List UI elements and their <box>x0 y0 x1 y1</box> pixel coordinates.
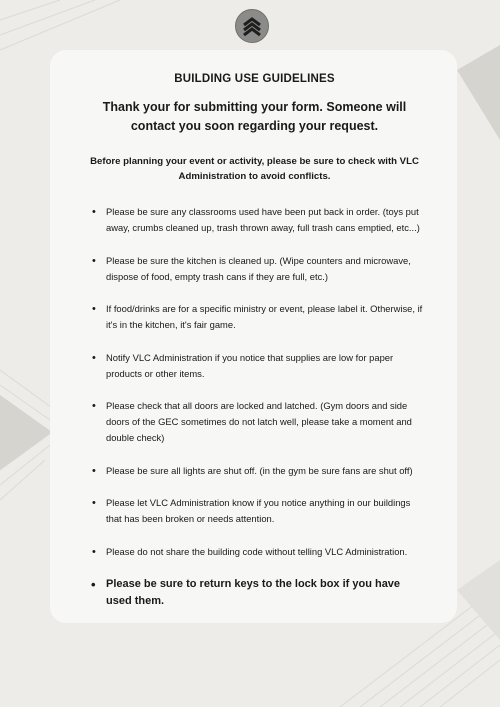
list-item: • Please be sure the kitchen is cleaned up. (Wipe counters and microwave, dispose of food, empty trash cans if they are full, etc.) <box>106 253 427 285</box>
list-item: • Please be sure any classrooms used have been put back in order. (toys put away, crumbs cleaned up, trash thrown away, full trash cans emptied, etc...) <box>106 204 427 236</box>
list-item: • Please be sure all lights are shut off. (in the gym be sure fans are shut off) <box>106 463 427 479</box>
document-title: BUILDING USE GUIDELINES <box>174 73 335 85</box>
guidelines-card <box>50 50 457 623</box>
guidelines-list <box>82 204 427 610</box>
thank-you-message: Thank your for submitting your form. Someone will contact you soon regarding your request. <box>102 100 407 133</box>
logo <box>235 9 269 43</box>
list-item: • Notify VLC Administration if you notice that supplies are low for paper products or other items. <box>106 350 427 382</box>
intro-text: Before planning your event or activity, please be sure to check with VLC Administration to avoid conflicts. <box>90 156 419 182</box>
list-item: • Please do not share the building code without telling VLC Administration. <box>106 544 427 560</box>
chevron-stack-icon <box>241 15 263 37</box>
list-item: • Please let VLC Administration know if you notice anything in our buildings that has been broken or needs attention. <box>106 495 427 527</box>
list-item-keys: • Please be sure to return keys to the lock box if you have used them. <box>106 576 427 610</box>
list-item: • Please check that all doors are locked and latched. (Gym doors and side doors of the GEC sometimes do not latch well, please take a moment and double check) <box>106 398 427 446</box>
list-item: • If food/drinks are for a specific ministry or event, please label it. Otherwise, if it's in the kitchen, it's fair game. <box>106 301 427 333</box>
